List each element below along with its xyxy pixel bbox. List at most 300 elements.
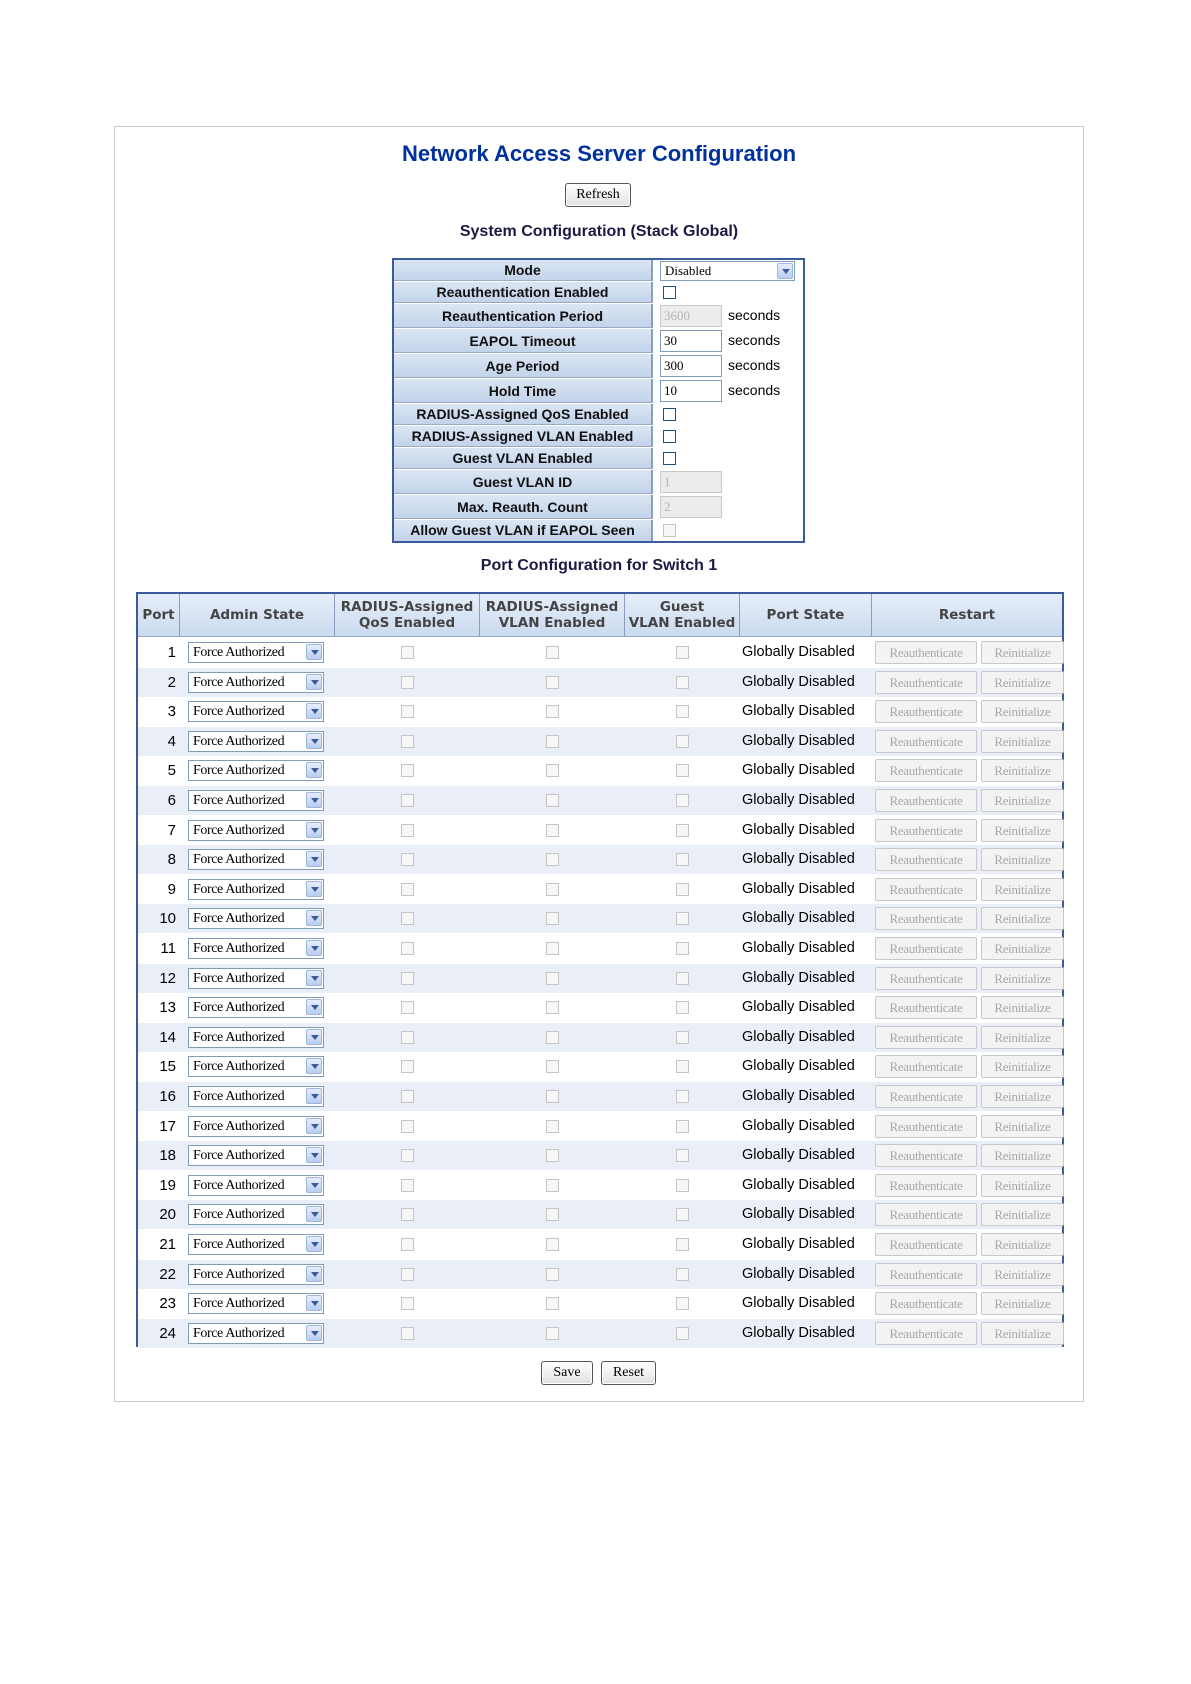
chevron-down-icon[interactable]: [306, 1118, 322, 1134]
admin-state-select[interactable]: [188, 849, 324, 870]
reauthenticate-button[interactable]: Reauthenticate: [875, 907, 977, 930]
reauthenticate-button[interactable]: Reauthenticate: [875, 671, 977, 694]
guest-vlan-checkbox[interactable]: [676, 1149, 689, 1162]
admin-state-value: Force Authorized: [193, 674, 285, 690]
radius-vlan-checkbox[interactable]: [546, 853, 559, 866]
radius-vlan-checkbox[interactable]: [546, 1238, 559, 1251]
chevron-down-icon[interactable]: [306, 1266, 322, 1282]
admin-state-select[interactable]: [188, 1264, 324, 1285]
page-title: Network Access Server Configuration: [401, 141, 797, 166]
radius-qos-checkbox[interactable]: [401, 1149, 414, 1162]
allow-guest-checkbox[interactable]: [663, 524, 676, 537]
header-restart: Restart: [938, 607, 996, 623]
chevron-down-icon[interactable]: [306, 1177, 322, 1193]
admin-state-value: Force Authorized: [193, 881, 285, 897]
table-row: [138, 1082, 1062, 1111]
guest-vlan-checkbox[interactable]: [676, 1090, 689, 1103]
reauthenticate-button[interactable]: Reauthenticate: [875, 819, 977, 842]
reinitialize-button[interactable]: Reinitialize: [981, 700, 1064, 723]
chevron-down-icon[interactable]: [306, 644, 322, 660]
radius-qos-checkbox[interactable]: [401, 883, 414, 896]
guest-vlan-checkbox[interactable]: [676, 883, 689, 896]
reauth-enabled-row: [394, 282, 803, 304]
port-number: 1: [167, 644, 176, 661]
radius-qos-checkbox[interactable]: [401, 1120, 414, 1133]
admin-state-value: Force Authorized: [193, 733, 285, 749]
reinitialize-button[interactable]: Reinitialize: [981, 848, 1064, 871]
table-row: [138, 756, 1062, 785]
table-row: [138, 993, 1062, 1022]
table-row: [138, 1171, 1062, 1200]
radius-qos-checkbox[interactable]: [663, 408, 676, 421]
admin-state-value: Force Authorized: [193, 1059, 285, 1075]
age-period-input[interactable]: 300: [660, 355, 722, 377]
guest-vlan-id-row: [394, 470, 803, 495]
reinitialize-button[interactable]: Reinitialize: [981, 1055, 1064, 1078]
admin-state-value: Force Authorized: [193, 1148, 285, 1164]
radius-qos-label: RADIUS-Assigned QoS Enabled: [394, 404, 653, 425]
radius-vlan-checkbox[interactable]: [546, 1149, 559, 1162]
reinitialize-button[interactable]: Reinitialize: [981, 1085, 1064, 1108]
admin-state-value: Force Authorized: [193, 1000, 285, 1016]
port-state: Globally Disabled: [742, 969, 855, 986]
reauthenticate-button[interactable]: Reauthenticate: [875, 1174, 977, 1197]
port-state: Globally Disabled: [742, 792, 855, 808]
eapol-timeout-label: EAPOL Timeout: [394, 329, 653, 353]
eapol-timeout-row: [394, 329, 803, 354]
reinitialize-button[interactable]: Reinitialize: [981, 819, 1064, 842]
radius-vlan-checkbox[interactable]: [546, 1179, 559, 1192]
reinitialize-button[interactable]: Reinitialize: [981, 1322, 1064, 1345]
guest-vlan-checkbox[interactable]: [676, 764, 689, 777]
radius-vlan-checkbox[interactable]: [663, 430, 676, 443]
admin-state-select[interactable]: [188, 938, 324, 959]
reauthenticate-button[interactable]: Reauthenticate: [875, 789, 977, 812]
radius-vlan-checkbox[interactable]: [546, 1090, 559, 1103]
allow-guest-row: [394, 520, 803, 542]
header-radius-vlan: RADIUS-Assigned VLAN Enabled: [480, 594, 625, 636]
radius-vlan-checkbox[interactable]: [546, 972, 559, 985]
admin-state-select[interactable]: [188, 1323, 324, 1344]
reauth-period-input[interactable]: 3600: [660, 305, 722, 327]
header-guest-vlan: Guest VLAN Enabled: [625, 594, 740, 636]
guest-vlan-checkbox[interactable]: [676, 1268, 689, 1281]
admin-state-value: Force Authorized: [193, 1118, 285, 1134]
reinitialize-button[interactable]: Reinitialize: [981, 1263, 1064, 1286]
reinitialize-button[interactable]: Reinitialize: [981, 1115, 1064, 1138]
guest-vlan-checkbox[interactable]: [676, 1031, 689, 1044]
port-state: Globally Disabled: [742, 880, 855, 897]
reauthenticate-button[interactable]: Reauthenticate: [875, 1263, 977, 1286]
reauth-period-row: [394, 304, 803, 329]
hold-time-input[interactable]: 10: [660, 380, 722, 402]
reinitialize-button[interactable]: Reinitialize: [981, 789, 1064, 812]
admin-state-select[interactable]: [188, 642, 324, 663]
reauthenticate-button[interactable]: Reauthenticate: [875, 1233, 977, 1256]
table-row: [138, 1260, 1062, 1289]
port-number: 17: [159, 1117, 176, 1135]
reauthenticate-button[interactable]: Reauthenticate: [875, 730, 977, 753]
radius-qos-checkbox[interactable]: [401, 1268, 414, 1281]
radius-vlan-checkbox[interactable]: [546, 1060, 559, 1073]
table-row: [138, 638, 1062, 667]
admin-state-value: Force Authorized: [193, 1325, 285, 1341]
port-state: Globally Disabled: [742, 732, 855, 749]
guest-vlan-checkbox[interactable]: [676, 646, 689, 659]
admin-state-value: Force Authorized: [193, 763, 285, 779]
reinitialize-button[interactable]: Reinitialize: [981, 1174, 1064, 1197]
admin-state-value: Force Authorized: [193, 822, 285, 838]
admin-state-select[interactable]: [188, 672, 324, 693]
chevron-down-icon[interactable]: [306, 851, 322, 867]
reauthenticate-button[interactable]: Reauthenticate: [875, 1144, 977, 1167]
reauthenticate-button[interactable]: Reauthenticate: [875, 937, 977, 960]
port-number: 14: [159, 1028, 176, 1046]
radius-qos-checkbox[interactable]: [401, 1090, 414, 1103]
radius-qos-row: [394, 404, 803, 426]
header-admin-state: Admin State: [180, 594, 335, 636]
allow-guest-label: Allow Guest VLAN if EAPOL Seen: [394, 520, 653, 541]
guest-vlan-checkbox[interactable]: [676, 676, 689, 689]
table-row: [138, 1141, 1062, 1170]
age-period-label: Age Period: [394, 354, 653, 378]
eapol-timeout-input[interactable]: 30: [660, 330, 722, 352]
refresh-button[interactable]: Refresh: [565, 183, 631, 207]
admin-state-select[interactable]: [188, 820, 324, 841]
port-number: 6: [167, 792, 176, 809]
reauthenticate-button[interactable]: Reauthenticate: [875, 1292, 977, 1315]
unit-label: seconds: [728, 357, 781, 373]
save-button[interactable]: Save: [541, 1361, 593, 1385]
guest-vlan-checkbox[interactable]: [676, 1297, 689, 1310]
admin-state-select[interactable]: [188, 1145, 324, 1166]
reauthenticate-button[interactable]: Reauthenticate: [875, 759, 977, 782]
max-reauth-row: [394, 495, 803, 520]
reauthenticate-button[interactable]: Reauthenticate: [875, 1203, 977, 1226]
radius-vlan-checkbox[interactable]: [546, 942, 559, 955]
radius-vlan-checkbox[interactable]: [546, 912, 559, 925]
admin-state-select[interactable]: [188, 908, 324, 929]
table-row: [138, 904, 1062, 933]
reinitialize-button[interactable]: Reinitialize: [981, 730, 1064, 753]
radius-vlan-checkbox[interactable]: [546, 705, 559, 718]
guest-vlan-checkbox[interactable]: [676, 942, 689, 955]
port-state: Globally Disabled: [742, 1117, 855, 1134]
radius-vlan-checkbox[interactable]: [546, 794, 559, 807]
port-number: 13: [159, 999, 176, 1017]
reauthenticate-button[interactable]: Reauthenticate: [875, 641, 977, 664]
chevron-down-icon[interactable]: [306, 1147, 322, 1163]
guest-vlan-id-input[interactable]: 1: [660, 471, 722, 493]
guest-vlan-checkbox[interactable]: [676, 853, 689, 866]
chevron-down-icon[interactable]: [306, 1295, 322, 1311]
reauthenticate-button[interactable]: Reauthenticate: [875, 878, 977, 901]
reinitialize-button[interactable]: Reinitialize: [981, 759, 1064, 782]
chevron-down-icon[interactable]: [306, 970, 322, 986]
radius-qos-checkbox[interactable]: [401, 912, 414, 925]
reinitialize-button[interactable]: Reinitialize: [981, 907, 1064, 930]
radius-qos-checkbox[interactable]: [401, 1238, 414, 1251]
admin-state-value: Force Authorized: [193, 1296, 285, 1312]
reauthenticate-button[interactable]: Reauthenticate: [875, 1055, 977, 1078]
port-table-header: [138, 594, 1062, 637]
chevron-down-icon[interactable]: [306, 733, 322, 749]
hold-time-row: [394, 379, 803, 404]
content-frame: [114, 126, 1084, 1402]
port-state: Globally Disabled: [742, 1147, 855, 1164]
mode-row: [394, 260, 803, 282]
unit-label: seconds: [728, 382, 781, 398]
port-state: Globally Disabled: [742, 1236, 855, 1252]
max-reauth-label: Max. Reauth. Count: [394, 495, 653, 519]
admin-state-select[interactable]: [188, 790, 324, 811]
chevron-down-icon[interactable]: [306, 703, 322, 719]
radius-vlan-checkbox[interactable]: [546, 883, 559, 896]
chevron-down-icon[interactable]: [306, 1058, 322, 1074]
radius-qos-checkbox[interactable]: [401, 1031, 414, 1044]
system-config-table: [392, 258, 805, 543]
admin-state-select[interactable]: [188, 1027, 324, 1048]
reauthenticate-button[interactable]: Reauthenticate: [875, 1085, 977, 1108]
guest-vlan-enabled-row: [394, 448, 803, 470]
chevron-down-icon[interactable]: [306, 674, 322, 690]
admin-state-select[interactable]: [188, 1086, 324, 1107]
port-state: Globally Disabled: [742, 762, 855, 779]
admin-state-select[interactable]: [188, 1293, 324, 1314]
radius-qos-checkbox[interactable]: [401, 1179, 414, 1192]
chevron-down-icon[interactable]: [306, 881, 322, 897]
chevron-down-icon[interactable]: [306, 910, 322, 926]
radius-qos-checkbox[interactable]: [401, 646, 414, 659]
radius-vlan-checkbox[interactable]: [546, 1327, 559, 1340]
chevron-down-icon[interactable]: [306, 822, 322, 838]
reinitialize-button[interactable]: Reinitialize: [981, 1292, 1064, 1315]
port-number: 5: [167, 762, 176, 780]
radius-vlan-checkbox[interactable]: [546, 1268, 559, 1281]
port-number: 7: [167, 821, 176, 839]
guest-vlan-enabled-checkbox[interactable]: [663, 452, 676, 465]
port-state: Globally Disabled: [742, 673, 855, 690]
admin-state-value: Force Authorized: [193, 970, 285, 986]
chevron-down-icon[interactable]: [306, 1088, 322, 1104]
reinitialize-button[interactable]: Reinitialize: [981, 937, 1064, 960]
radius-qos-checkbox[interactable]: [401, 853, 414, 866]
chevron-down-icon[interactable]: [306, 1206, 322, 1222]
admin-state-select[interactable]: [188, 1056, 324, 1077]
port-state: Globally Disabled: [742, 1295, 855, 1312]
table-row: [138, 875, 1062, 904]
reauthenticate-button[interactable]: Reauthenticate: [875, 1026, 977, 1049]
port-state: Globally Disabled: [742, 910, 855, 927]
radius-qos-checkbox[interactable]: [401, 1208, 414, 1221]
port-state: Globally Disabled: [742, 1176, 855, 1193]
guest-vlan-checkbox[interactable]: [676, 1120, 689, 1133]
admin-state-value: Force Authorized: [193, 704, 285, 720]
admin-state-value: Force Authorized: [193, 911, 285, 927]
reauth-enabled-checkbox[interactable]: [663, 286, 676, 299]
guest-vlan-checkbox[interactable]: [676, 1327, 689, 1340]
chevron-down-icon[interactable]: [306, 999, 322, 1015]
radius-qos-checkbox[interactable]: [401, 1001, 414, 1014]
port-state: Globally Disabled: [742, 940, 855, 956]
radius-qos-checkbox[interactable]: [401, 1327, 414, 1340]
port-number: 10: [159, 910, 176, 928]
reinitialize-button[interactable]: Reinitialize: [981, 878, 1064, 901]
admin-state-value: Force Authorized: [193, 793, 285, 808]
port-number: 12: [159, 969, 176, 987]
table-row: [138, 727, 1062, 756]
port-number: 4: [167, 732, 176, 750]
reauthenticate-button[interactable]: Reauthenticate: [875, 700, 977, 723]
guest-vlan-checkbox[interactable]: [676, 1208, 689, 1221]
reinitialize-button[interactable]: Reinitialize: [981, 1233, 1064, 1256]
table-row: [138, 934, 1062, 963]
reinitialize-button[interactable]: Reinitialize: [981, 1144, 1064, 1167]
radius-qos-checkbox[interactable]: [401, 942, 414, 955]
radius-qos-checkbox[interactable]: [401, 676, 414, 689]
header-port: Port: [138, 594, 180, 636]
chevron-down-icon[interactable]: [777, 263, 793, 279]
port-state: Globally Disabled: [742, 644, 855, 660]
reset-button[interactable]: Reset: [601, 1361, 656, 1385]
port-number: 19: [159, 1176, 176, 1194]
radius-vlan-checkbox[interactable]: [546, 824, 559, 837]
radius-qos-checkbox[interactable]: [401, 735, 414, 748]
reinitialize-button[interactable]: Reinitialize: [981, 671, 1064, 694]
radius-vlan-checkbox[interactable]: [546, 764, 559, 777]
guest-vlan-checkbox[interactable]: [676, 1238, 689, 1251]
radius-qos-checkbox[interactable]: [401, 794, 414, 807]
admin-state-select[interactable]: [188, 731, 324, 752]
unit-label: seconds: [728, 332, 781, 348]
radius-vlan-checkbox[interactable]: [546, 676, 559, 689]
guest-vlan-checkbox[interactable]: [676, 794, 689, 807]
table-row: [138, 845, 1062, 874]
admin-state-select[interactable]: [188, 997, 324, 1018]
chevron-down-icon[interactable]: [306, 1325, 322, 1341]
table-row: [138, 697, 1062, 726]
admin-state-select[interactable]: [188, 1175, 324, 1196]
guest-vlan-checkbox[interactable]: [676, 824, 689, 837]
guest-vlan-checkbox[interactable]: [676, 972, 689, 985]
mode-label: Mode: [394, 260, 653, 281]
port-number: 2: [167, 673, 176, 691]
table-row: [138, 1319, 1062, 1348]
mode-select[interactable]: [660, 261, 795, 281]
radius-qos-checkbox[interactable]: [401, 764, 414, 777]
radius-vlan-checkbox[interactable]: [546, 1120, 559, 1133]
port-state: Globally Disabled: [742, 851, 855, 868]
table-row: [138, 1112, 1062, 1141]
reauth-enabled-label: Reauthentication Enabled: [394, 282, 653, 303]
radius-vlan-label: RADIUS-Assigned VLAN Enabled: [394, 426, 653, 447]
port-number: 20: [159, 1206, 176, 1224]
chevron-down-icon[interactable]: [306, 762, 322, 778]
admin-state-value: Force Authorized: [193, 1207, 285, 1223]
table-row: [138, 1289, 1062, 1318]
admin-state-select[interactable]: [188, 1116, 324, 1137]
reinitialize-button[interactable]: Reinitialize: [981, 967, 1064, 990]
guest-vlan-checkbox[interactable]: [676, 705, 689, 718]
table-row: [138, 816, 1062, 845]
guest-vlan-checkbox[interactable]: [676, 1179, 689, 1192]
admin-state-value: Force Authorized: [193, 1237, 285, 1252]
admin-state-value: Force Authorized: [193, 1266, 285, 1282]
admin-state-select[interactable]: [188, 701, 324, 722]
admin-state-value: Force Authorized: [193, 645, 285, 660]
port-state: Globally Disabled: [742, 1265, 855, 1282]
reauthenticate-button[interactable]: Reauthenticate: [875, 996, 977, 1019]
admin-state-value: Force Authorized: [193, 1177, 285, 1193]
table-row: [138, 964, 1062, 993]
guest-vlan-checkbox[interactable]: [676, 1001, 689, 1014]
reauthenticate-button[interactable]: Reauthenticate: [875, 967, 977, 990]
table-row: [138, 668, 1062, 697]
port-config-title: Port Configuration for Switch 1: [480, 557, 718, 574]
reinitialize-button[interactable]: Reinitialize: [981, 1026, 1064, 1049]
admin-state-select[interactable]: [188, 1234, 324, 1255]
admin-state-select[interactable]: [188, 1204, 324, 1225]
port-number: 8: [167, 851, 176, 869]
port-state: Globally Disabled: [742, 1324, 855, 1341]
radius-vlan-checkbox[interactable]: [546, 735, 559, 748]
port-number: 15: [159, 1058, 176, 1076]
radius-qos-checkbox[interactable]: [401, 972, 414, 985]
port-number: 23: [159, 1295, 176, 1313]
chevron-down-icon[interactable]: [306, 940, 322, 956]
header-radius-qos: RADIUS-Assigned QoS Enabled: [335, 594, 480, 636]
guest-vlan-checkbox[interactable]: [676, 912, 689, 925]
admin-state-value: Force Authorized: [193, 1089, 285, 1104]
reinitialize-button[interactable]: Reinitialize: [981, 641, 1064, 664]
admin-state-select[interactable]: [188, 879, 324, 900]
port-state: Globally Disabled: [742, 1028, 855, 1045]
radius-qos-checkbox[interactable]: [401, 1060, 414, 1073]
admin-state-select[interactable]: [188, 968, 324, 989]
radius-qos-checkbox[interactable]: [401, 705, 414, 718]
table-row: [138, 786, 1062, 815]
guest-vlan-checkbox[interactable]: [676, 735, 689, 748]
header-port-state: Port State: [740, 594, 872, 636]
table-row: [138, 1052, 1062, 1081]
port-number: 24: [159, 1324, 176, 1342]
chevron-down-icon[interactable]: [306, 792, 322, 808]
table-row: [138, 1200, 1062, 1229]
guest-vlan-checkbox[interactable]: [676, 1060, 689, 1073]
reauthenticate-button[interactable]: Reauthenticate: [875, 848, 977, 871]
radius-vlan-checkbox[interactable]: [546, 1297, 559, 1310]
radius-qos-checkbox[interactable]: [401, 1297, 414, 1310]
admin-state-value: Force Authorized: [193, 941, 285, 956]
max-reauth-input[interactable]: 2: [660, 496, 722, 518]
chevron-down-icon[interactable]: [306, 1236, 322, 1252]
port-state: Globally Disabled: [742, 703, 855, 720]
reinitialize-button[interactable]: Reinitialize: [981, 1203, 1064, 1226]
radius-vlan-checkbox[interactable]: [546, 646, 559, 659]
chevron-down-icon[interactable]: [306, 1029, 322, 1045]
radius-vlan-checkbox[interactable]: [546, 1031, 559, 1044]
reinitialize-button[interactable]: Reinitialize: [981, 996, 1064, 1019]
admin-state-select[interactable]: [188, 760, 324, 781]
radius-vlan-checkbox[interactable]: [546, 1001, 559, 1014]
reauthenticate-button[interactable]: Reauthenticate: [875, 1322, 977, 1345]
radius-vlan-row: [394, 426, 803, 448]
port-number: 9: [167, 880, 176, 898]
radius-vlan-checkbox[interactable]: [546, 1208, 559, 1221]
radius-qos-checkbox[interactable]: [401, 824, 414, 837]
unit-label: seconds: [728, 307, 781, 323]
reauthenticate-button[interactable]: Reauthenticate: [875, 1115, 977, 1138]
